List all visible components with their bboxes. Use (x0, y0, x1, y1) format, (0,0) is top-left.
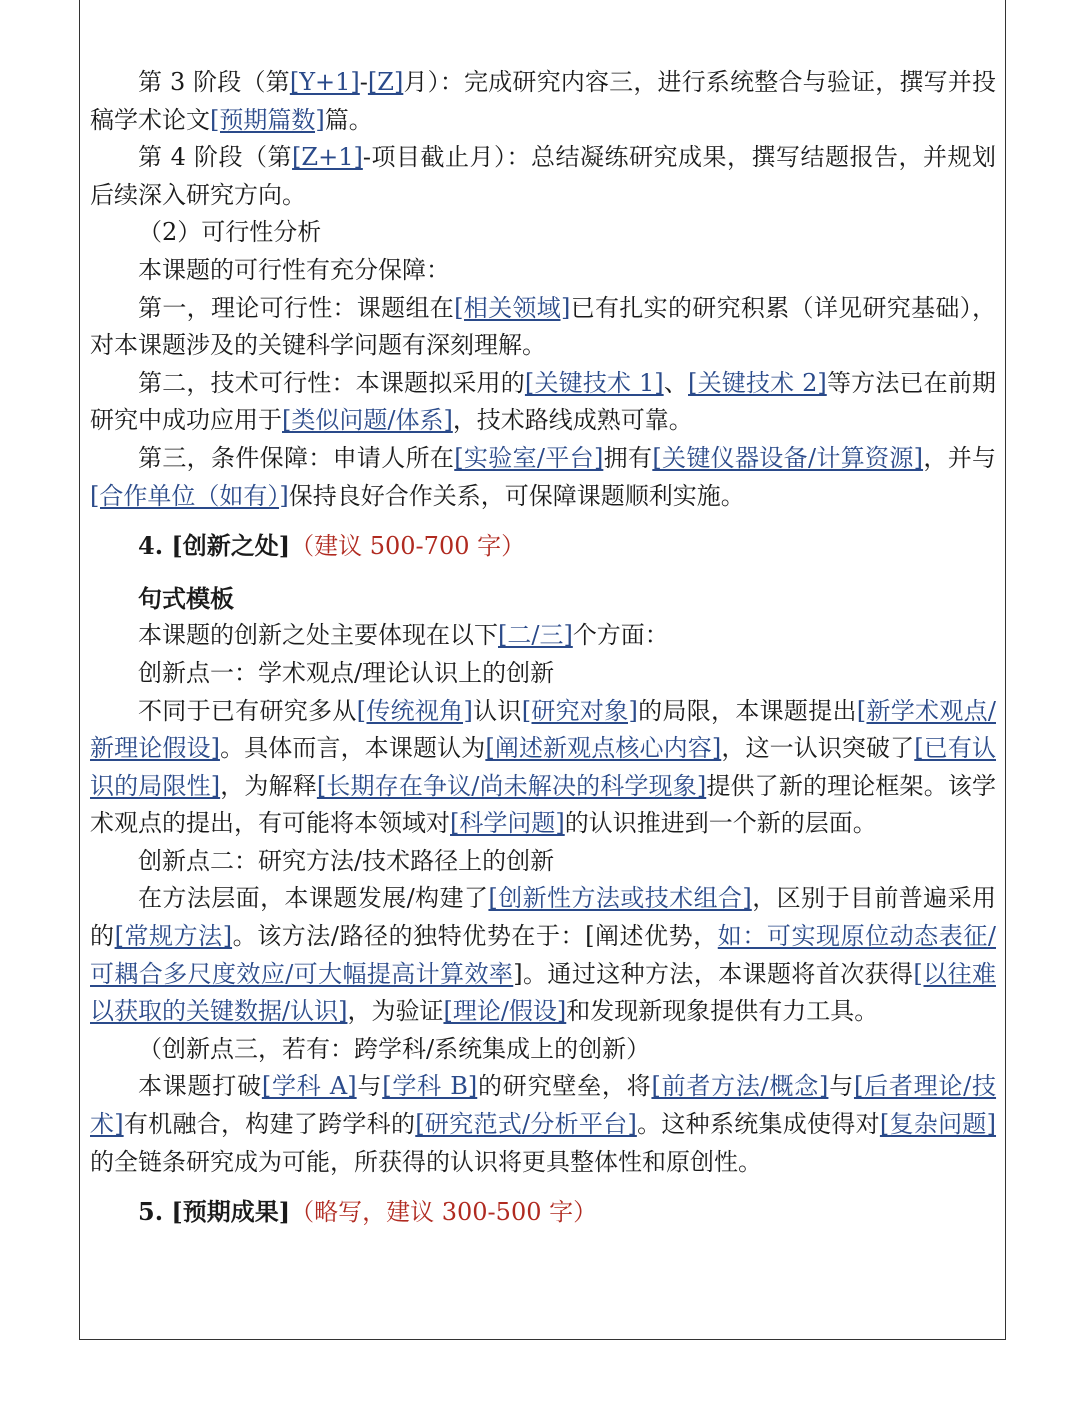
placeholder: [学科 A] (261, 1072, 357, 1101)
placeholder: [二/三] (498, 621, 573, 650)
placeholder: [以往难以获取的关键数据/认识] (90, 959, 996, 1026)
text: 与 (356, 1072, 383, 1101)
text: 不同于已有研究多从 (138, 696, 357, 725)
text: 的全链条研究成为可能，所获得的认识将更具整体性和原创性。 (90, 1147, 762, 1176)
placeholder: [研究范式/分析平台] (415, 1110, 637, 1139)
text: 。具体而言，本课题认为 (219, 734, 486, 763)
text: 第一，理论可行性：课题组在 (138, 293, 455, 322)
text: 第 3 阶段（第 (138, 68, 290, 96)
placeholder: [预期篇数] (210, 105, 325, 134)
text: 第三，条件保障：申请人所在 (138, 443, 455, 472)
text: ，区别于目前普遍采用的 (90, 884, 997, 951)
feasibility-tech-paragraph (90, 365, 996, 440)
text: 。这种系统集成使得对 (636, 1110, 880, 1139)
section5-heading (90, 1193, 996, 1232)
point3-title: （创新点三，若有：跨学科/系统集成上的创新） (138, 1034, 651, 1063)
text: 与 (828, 1072, 854, 1101)
text: 本课题打破 (138, 1072, 262, 1101)
text: 个方面： (572, 621, 669, 650)
placeholder: [已有认识的局限性] (90, 734, 996, 800)
feasibility-title: （2）可行性分析 (138, 218, 322, 247)
text: 已有扎实的研究积累（详见研究基础），对本课题涉及的关键科学问题有深刻理解。 (90, 293, 997, 360)
text: 和发现新现象提供有力工具。 (566, 997, 879, 1026)
text: 。该方法/路径的独特优势在于：[阐述优势， (232, 922, 718, 951)
placeholder: [学科 B] (382, 1072, 478, 1101)
placeholder: [实验室/平台] (454, 443, 604, 472)
text: 篇。 (324, 105, 373, 134)
section4-heading (90, 527, 996, 566)
text: 第 4 阶段（第 (138, 143, 293, 172)
placeholder: 如：可实现原位动态表征/可耦合多尺度效应/可大幅提高计算效率 (90, 922, 996, 988)
placeholder: [阐述新观点核心内容] (485, 734, 722, 763)
section4-intro (90, 617, 996, 655)
point3-paragraph (90, 1068, 996, 1181)
text: ，为解释 (220, 771, 317, 800)
point2-title: 创新点二：研究方法/技术路径上的创新 (138, 846, 555, 875)
text: ]。通过这种方法，本课题将首次获得 (513, 959, 914, 988)
placeholder: [Z] (367, 68, 404, 96)
feasibility-condition-paragraph (90, 440, 996, 515)
text: 等方法已在前期研究中成功应用于 (90, 368, 997, 435)
placeholder: [后者理论/技术] (90, 1072, 997, 1139)
text: 在方法层面，本课题发展/构建了 (138, 884, 489, 913)
text: 保持良好合作关系，可保障课题顺利实施。 (288, 481, 745, 510)
placeholder: [传统视角] (356, 696, 473, 725)
placeholder: [Z+1] (292, 143, 363, 172)
text: -项目截止月）：总结凝练研究成果，撰写结题报告，并规划后续深入研究方向。 (90, 143, 996, 209)
placeholder: [类似问题/体系] (282, 406, 453, 435)
placeholder: [关键技术 1] (524, 368, 664, 397)
section5-title: 5. [预期成果] (138, 1197, 291, 1227)
point1-paragraph (90, 693, 996, 843)
text: 认识 (472, 696, 522, 725)
text: ，为验证 (347, 997, 444, 1026)
text: 有机融合，构建了跨学科的 (123, 1110, 416, 1139)
section5-hint: （略写，建议 300-500 字） (290, 1198, 598, 1227)
phase3-paragraph (90, 64, 996, 139)
placeholder: [创新性方法或技术组合] (488, 884, 752, 913)
placeholder: [常规方法] (114, 922, 233, 951)
document-frame (79, 0, 1006, 1340)
text: - (359, 68, 368, 96)
text: 提供了新的理论框架。该学术观点的提出，有可能将本领域对 (90, 771, 997, 838)
text: 月）：完成研究内容三，进行系统整合与验证，撰写并投稿学术论文 (90, 68, 996, 134)
text: 拥有 (603, 443, 653, 472)
point1-title: 创新点一：学术观点/理论认识上的创新 (138, 658, 555, 687)
text: 本课题的创新之处主要体现在以下 (138, 621, 498, 650)
text: 的局限，本课题提出 (637, 696, 857, 725)
text: 第二，技术可行性：本课题拟采用的 (138, 368, 525, 397)
feasibility-theory-paragraph (90, 290, 996, 365)
placeholder: [关键技术 2] (688, 368, 827, 397)
text: ，这一认识突破了 (721, 734, 915, 763)
text: ，并与 (923, 443, 997, 472)
placeholder: [合作单位（如有）] (90, 481, 289, 510)
placeholder: [关键仪器设备/计算资源] (652, 443, 924, 472)
template-title: 句式模板 (138, 583, 234, 613)
placeholder: [相关领域] (454, 293, 571, 322)
text: 的研究壁垒，将 (477, 1072, 652, 1101)
text: 、 (663, 368, 689, 397)
placeholder: [长期存在争议/尚未解决的科学现象] (316, 771, 707, 800)
placeholder: [前者方法/概念] (651, 1072, 829, 1101)
placeholder: [研究对象] (521, 696, 638, 725)
placeholder: [复杂问题] (879, 1110, 997, 1139)
placeholder: [科学问题] (450, 809, 565, 838)
placeholder: [Y+1] (289, 68, 360, 96)
placeholder: [新学术观点/新理论假设] (90, 696, 996, 763)
placeholder: [理论/假设] (443, 997, 567, 1026)
section4-title: 4. [创新之处] (138, 531, 291, 561)
text: ，技术路线成熟可靠。 (452, 406, 693, 435)
text: 的认识推进到一个新的层面。 (564, 809, 877, 838)
point2-paragraph (90, 880, 996, 1030)
feasibility-intro: 本课题的可行性有充分保障： (138, 255, 450, 284)
document-content (90, 64, 996, 1246)
phase4-paragraph (90, 139, 996, 214)
section4-hint: （建议 500-700 字） (290, 532, 526, 561)
